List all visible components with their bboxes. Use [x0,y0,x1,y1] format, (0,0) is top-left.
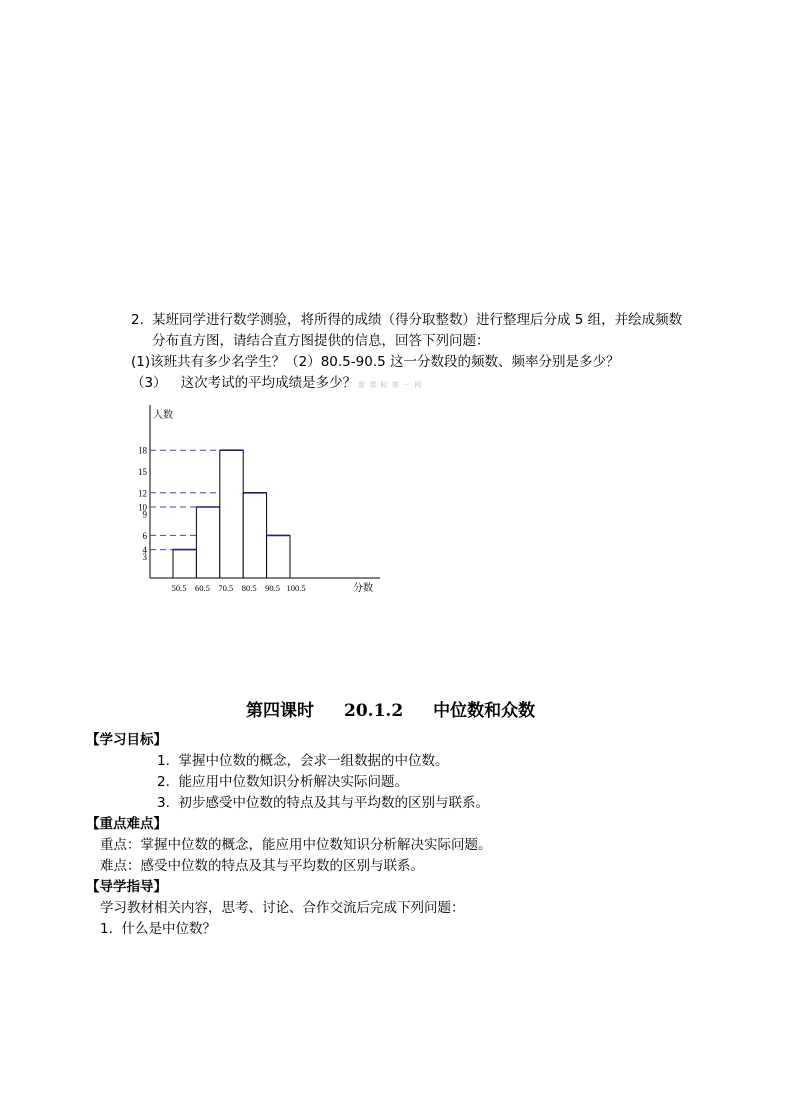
x-tick-label: 80.5 [241,583,257,593]
histogram-bar [196,507,219,578]
lesson-title [246,696,535,721]
goal-item [157,794,489,812]
y-tick-label: 4 [142,545,147,556]
guide-heading: 【导学指导】 [86,879,167,895]
key-point: 重点：掌握中位数的概念，能应用中位数知识分析解决实际问题。 [100,837,492,853]
problem-line-2: 分布直方图，请结合直方图提供的信息，回答下列问题： [152,333,490,349]
x-tick-label: 60.5 [194,583,210,593]
histogram-bar [220,450,243,578]
goal-text: 初步感受中位数的特点及其与平均数的区别与联系。 [178,795,489,811]
problem-line-1: 某班同学进行数学测验，将所得的成绩（得分取整数）进行整理后分成 5 组，并绘成频数 [152,312,683,328]
x-tick-label: 50.5 [171,583,187,593]
goals-heading: 【学习目标】 [86,732,167,748]
histogram-bar [267,535,290,578]
watermark-text: 新 课 标 第 一 网 [358,381,423,389]
lesson-title-part2: 20.1.2 [344,701,404,721]
y-tick-label: 18 [138,445,147,456]
y-tick-label: 3 [142,552,147,563]
x-tick-label: 90.5 [265,583,281,593]
y-axis-label: 人数 [153,410,173,421]
goal-item [157,773,408,791]
y-tick-label: 9 [142,509,147,520]
y-tick-label: 12 [138,488,147,499]
goal-number: 3. [157,795,170,811]
guide-question-text: 什么是中位数？ [121,921,216,937]
lesson-title-part3: 中位数和众数 [433,701,536,721]
y-tick-label: 6 [142,530,147,541]
histogram-bar [173,550,196,578]
goal-text: 掌握中位数的概念，会求一组数据的中位数。 [178,753,449,769]
goal-number: 2. [157,774,170,790]
goal-item [157,752,448,770]
difficult-point: 难点：感受中位数的特点及其与平均数的区别与联系。 [100,858,424,874]
guide-question-1 [100,920,216,938]
problem-number: 2. [131,312,144,328]
guide-intro: 学习教材相关内容，思考、讨论、合作交流后完成下列问题： [100,900,465,916]
y-tick-label: 15 [138,467,147,477]
q3-label: （3） [131,375,167,391]
q3-text: 这次考试的平均成绩是多少？ [180,375,357,391]
guide-question-number: 1. [100,921,113,937]
key-points-heading: 【重点难点】 [86,816,167,832]
problem-questions-1-2: (1)该班共有多少名学生？（2）80.5-90.5 这一分数段的频数、频率分别是多少？ [131,354,620,370]
x-axis-label: 分数 [353,583,373,594]
goal-text: 能应用中位数知识分析解决实际问题。 [178,774,408,790]
goal-number: 1. [157,753,170,769]
x-tick-label: 70.5 [218,583,234,593]
histogram-bar [243,493,266,578]
y-tick-label: 10 [138,502,147,513]
x-tick-label: 100.5 [286,583,306,593]
lesson-title-part1: 第四课时 [246,701,314,721]
